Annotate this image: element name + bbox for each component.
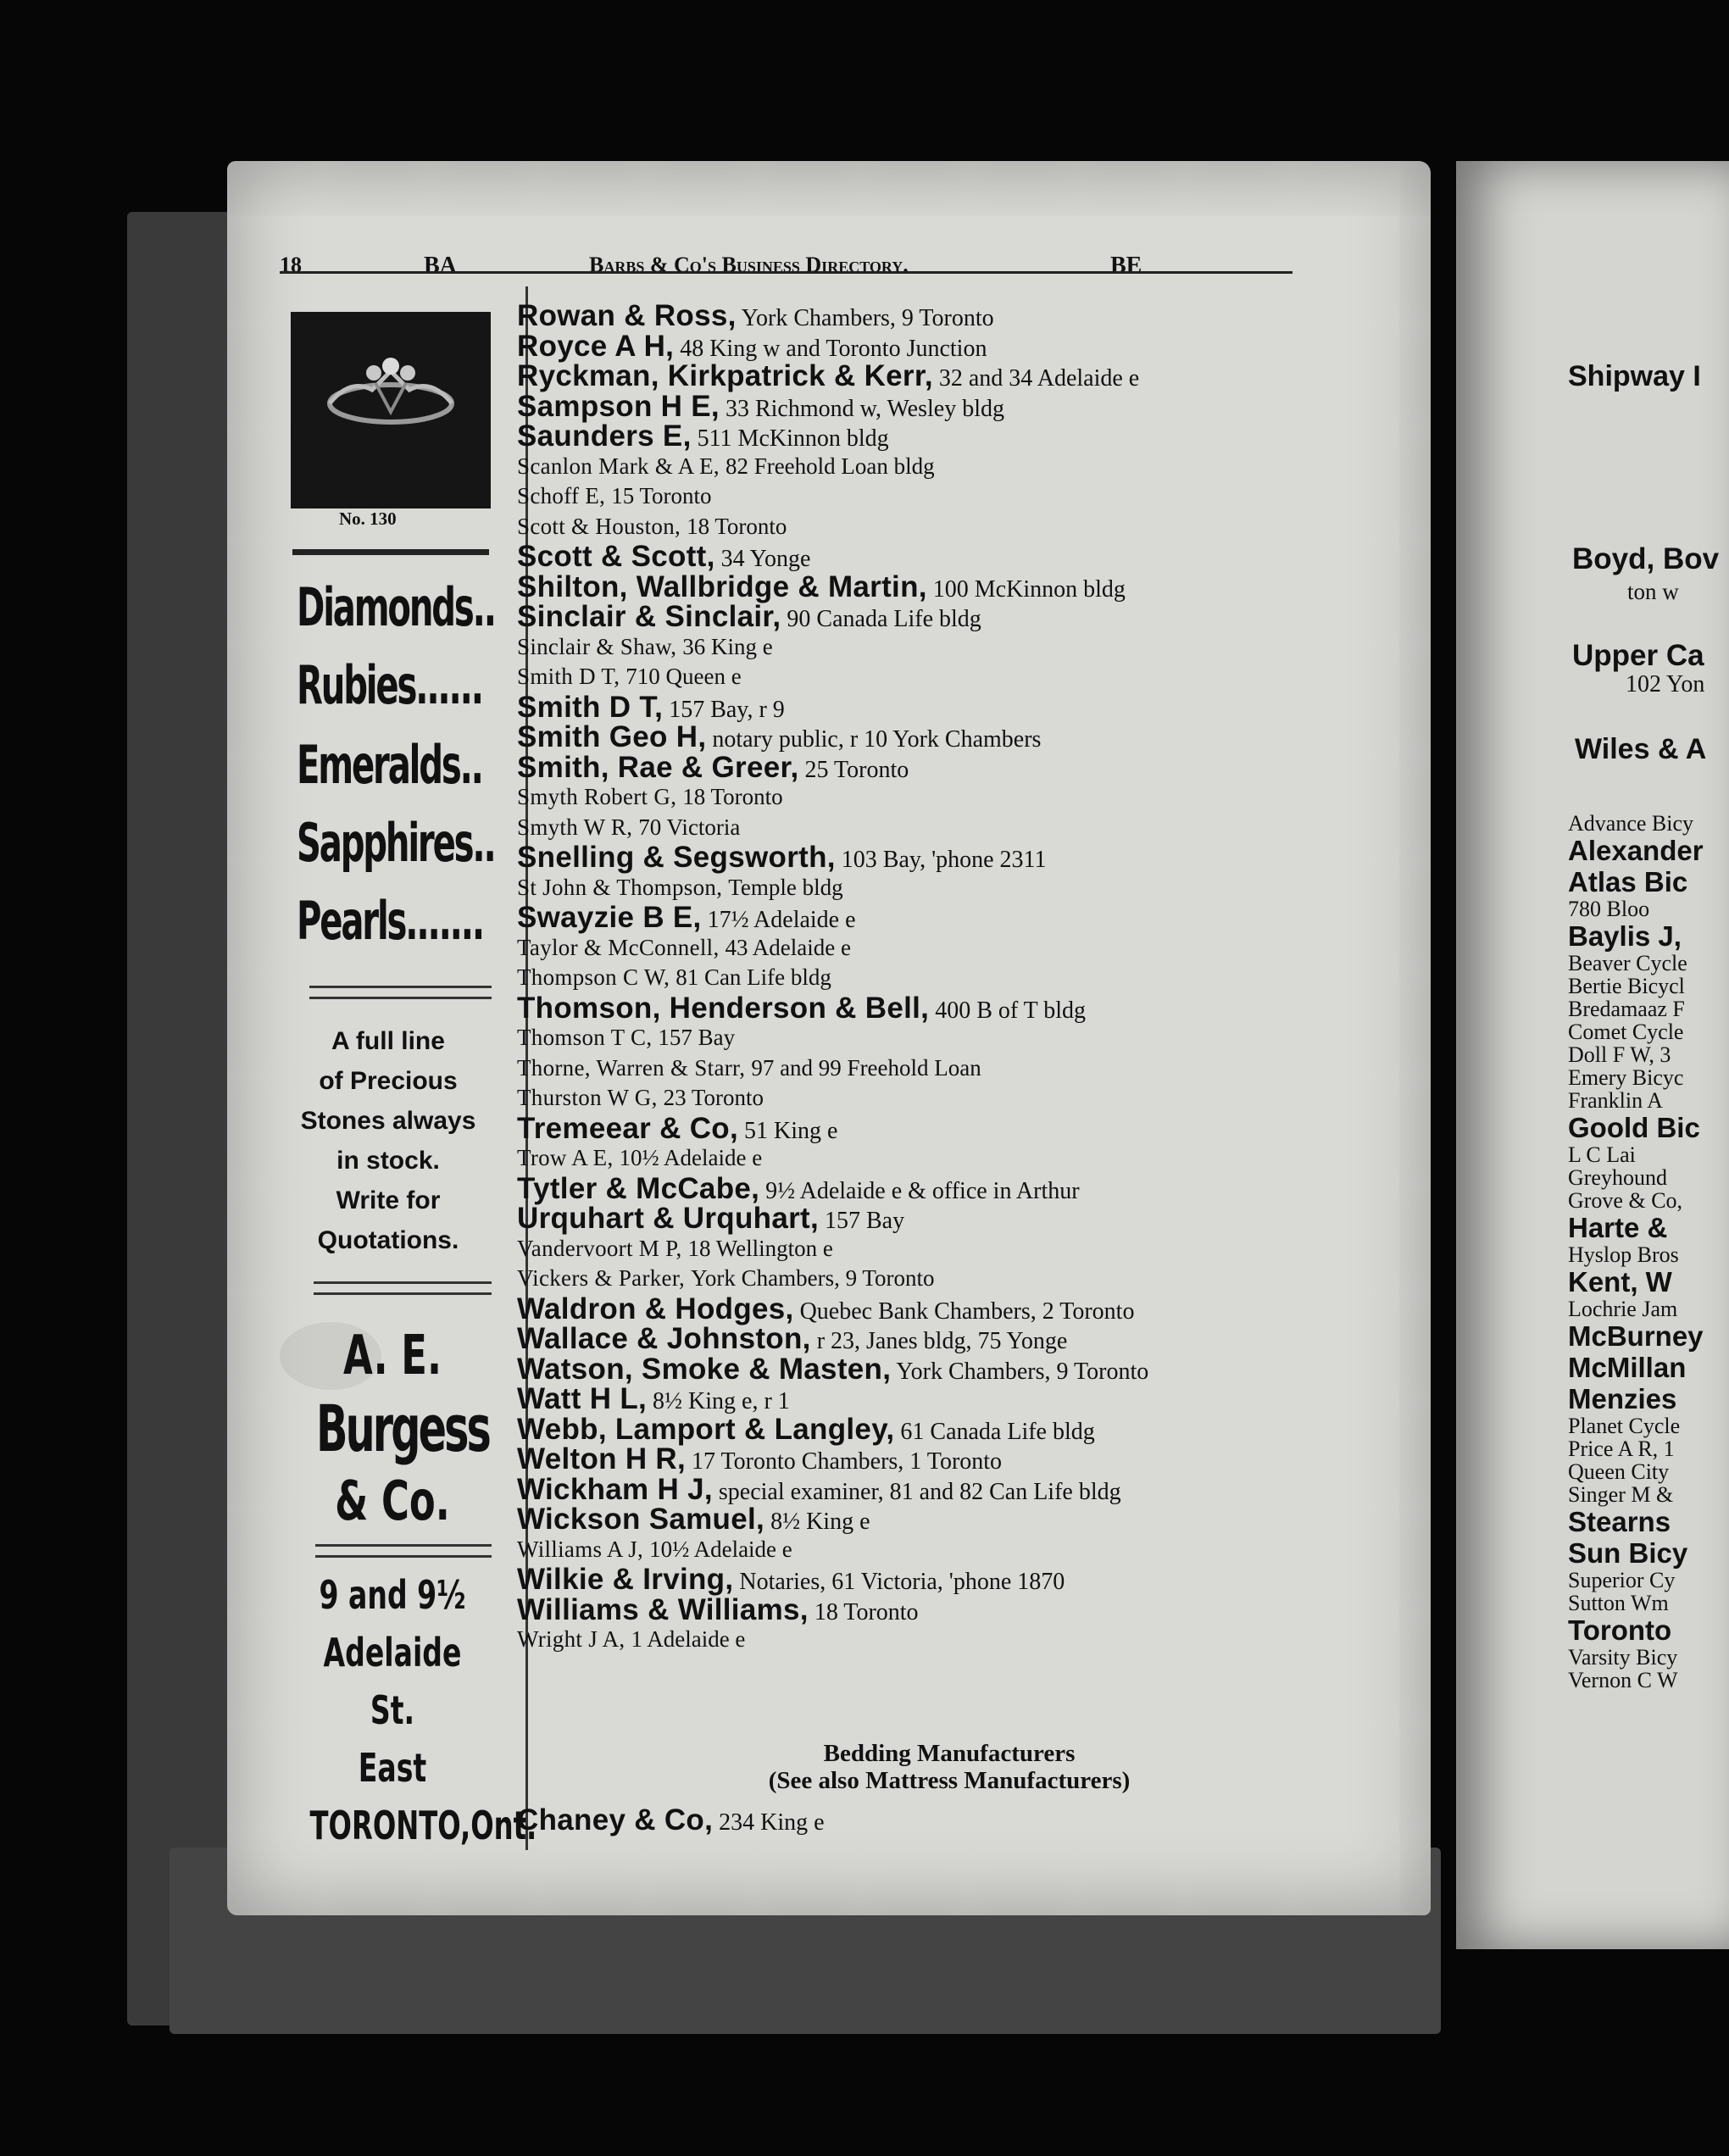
entry-address: 23 Toronto xyxy=(663,1085,764,1110)
entry-address: 9½ Adelaide e & office in Arthur xyxy=(765,1177,1080,1204)
entry-name: Saunders E, xyxy=(517,420,692,453)
facing-list-entry: Beaver Cycle xyxy=(1568,951,1687,975)
entry-address: 81 Can Life bldg xyxy=(675,964,831,990)
facing-list-entry: L C Lai xyxy=(1568,1142,1636,1167)
gem-line-1: Diamonds.. xyxy=(297,576,495,638)
address-line: East xyxy=(358,1745,427,1791)
directory-entry xyxy=(517,963,1382,993)
entry-name: Waldron & Hodges, xyxy=(517,1292,794,1325)
entry-name: Tremeear & Co, xyxy=(517,1111,738,1145)
directory-entry xyxy=(517,602,1382,632)
entry-address: 8½ King e xyxy=(770,1509,870,1535)
entry-address: 32 and 34 Adelaide e xyxy=(938,365,1140,392)
entry-address: 710 Queen e xyxy=(625,664,742,689)
directory-entries xyxy=(517,301,1382,1655)
address-line: Adelaide St. xyxy=(323,1630,462,1733)
entry-name: Schoff E, xyxy=(517,483,606,508)
gem-line-4: Sapphires.. xyxy=(297,812,495,874)
firm-address xyxy=(286,1566,537,1854)
entry-address: 157 Bay xyxy=(825,1208,905,1234)
entry-name: Williams & Williams, xyxy=(517,1592,809,1626)
directory-entry xyxy=(517,722,1382,753)
facing-list-entry: Greyhound xyxy=(1568,1165,1667,1190)
firm-line: Burgess xyxy=(316,1391,489,1466)
ad-rule-top xyxy=(292,549,489,555)
entry-address: York Chambers, 9 Toronto xyxy=(896,1358,1149,1385)
entry-address: 18 Toronto xyxy=(682,784,783,809)
entry-name: Swayzie B E, xyxy=(517,901,702,934)
directory-entry xyxy=(517,452,1382,482)
entry-name: Wallace & Johnston, xyxy=(517,1322,811,1355)
page-number: 18 xyxy=(280,253,302,277)
entry-address: Temple bldg xyxy=(728,874,843,900)
entry-address: 34 Yonge xyxy=(720,546,811,572)
firm-line: & Co. xyxy=(335,1470,450,1533)
entry-name: Smith Geo H, xyxy=(517,720,707,753)
entry-name: Welton H R, xyxy=(517,1442,687,1475)
facing-entry: ton w xyxy=(1627,579,1679,604)
entry-address: 511 McKinnon bldg xyxy=(697,425,889,452)
facing-list-entry: Menzies xyxy=(1568,1383,1677,1414)
entry-name: Williams A J, xyxy=(517,1536,644,1562)
entry-name: Thomson T C, xyxy=(517,1025,653,1050)
directory-entry xyxy=(517,361,1382,392)
directory-entry xyxy=(517,662,1382,692)
facing-list-entry: Vernon C W xyxy=(1568,1668,1678,1692)
entry-address: 43 Adelaide e xyxy=(725,934,851,960)
entry-name: Smith D T, xyxy=(517,664,620,689)
entry-address: 90 Canada Life bldg xyxy=(787,606,981,632)
entry-address: notary public, r 10 York Chambers xyxy=(712,726,1042,753)
entry-address: 17½ Adelaide e xyxy=(707,907,856,933)
entry-name: Royce A H, xyxy=(517,329,675,363)
facing-entry: Boyd, Bov xyxy=(1572,542,1720,575)
entry-address: 10½ Adelaide e xyxy=(619,1145,763,1170)
directory-entry xyxy=(517,1083,1382,1114)
promo-text xyxy=(286,1021,490,1260)
ad-double-rule-2 xyxy=(314,1281,492,1295)
entry-name: Thurston W G, xyxy=(517,1085,658,1110)
facing-list-entry: Goold Bic xyxy=(1568,1112,1700,1143)
facing-list-entry: McMillan xyxy=(1568,1352,1687,1383)
entry-name: Webb, Lamport & Langley, xyxy=(517,1412,895,1446)
facing-list-entry: Comet Cycle xyxy=(1568,1020,1684,1044)
directory-entry xyxy=(517,1053,1382,1084)
facing-entry: Upper Ca xyxy=(1572,639,1704,672)
entry-name: Watson, Smoke & Masten, xyxy=(517,1352,892,1386)
facing-list-entry: Sun Bicy xyxy=(1568,1537,1688,1569)
gem-line-2: Rubies...... xyxy=(297,654,482,716)
facing-list-entry: Superior Cy xyxy=(1568,1568,1676,1592)
facing-list-entry: Sutton Wm xyxy=(1568,1591,1669,1615)
directory-entry xyxy=(517,421,1382,452)
entry-address: 1 Adelaide e xyxy=(631,1626,746,1652)
facing-list-entry: Hyslop Bros xyxy=(1568,1242,1679,1267)
directory-entry xyxy=(517,1472,1382,1506)
directory-entry xyxy=(517,1234,1382,1264)
directory-entry xyxy=(517,1264,1382,1294)
directory-entry xyxy=(517,933,1382,964)
entry-name: Taylor & McConnell, xyxy=(517,934,720,960)
entry-name: Trow A E, xyxy=(517,1145,614,1170)
entry-address: special examiner, 81 and 82 Can Life bldg xyxy=(718,1478,1121,1505)
firm-name xyxy=(286,1322,498,1536)
header-rule xyxy=(280,271,1293,274)
facing-list-entry: Advance Bicy xyxy=(1568,812,1694,836)
facing-list-entry: Toronto xyxy=(1568,1614,1672,1646)
entry-name: Rowan & Ross, xyxy=(517,299,737,332)
entry-address: 36 King e xyxy=(682,633,773,659)
entry-name: St John & Thompson, xyxy=(517,874,723,900)
facing-entry: 102 Yon xyxy=(1626,671,1705,697)
entry-name: Smyth Robert G, xyxy=(517,784,677,809)
directory-entry xyxy=(517,782,1382,813)
facing-list-entry: Alexander xyxy=(1568,835,1704,866)
entry-address: 48 King w and Toronto Junction xyxy=(680,335,987,362)
directory-entry xyxy=(517,1504,1382,1535)
firm-line: A. E. xyxy=(342,1325,442,1387)
directory-entry xyxy=(517,1023,1382,1053)
directory-entry xyxy=(517,1414,1382,1445)
directory-entry xyxy=(517,813,1382,843)
entry-name: Sampson H E, xyxy=(517,389,720,423)
facing-list-entry: Franklin A xyxy=(1568,1088,1663,1113)
facing-list-entry: Lochrie Jam xyxy=(1568,1297,1678,1321)
facing-list-entry: Bredamaaz F xyxy=(1568,997,1685,1021)
entry-address: 97 and 99 Freehold Loan xyxy=(751,1054,981,1081)
entry-name: Smith D T, xyxy=(517,690,664,724)
directory-entry xyxy=(517,1805,1382,1836)
directory-entry xyxy=(517,1171,1382,1205)
promo-line: of Precious xyxy=(319,1067,458,1095)
facing-list-entry: Grove & Co, xyxy=(1568,1188,1683,1213)
entry-address: 100 McKinnon bldg xyxy=(932,575,1126,603)
facing-list-entry: Varsity Bicy xyxy=(1568,1645,1678,1670)
section-heading: Bedding Manufacturers xyxy=(823,1740,1076,1767)
entry-name: Wickson Samuel, xyxy=(517,1503,765,1536)
facing-list xyxy=(1568,812,1729,1692)
entry-address: 70 Victoria xyxy=(638,814,741,840)
directory-entry xyxy=(517,993,1382,1024)
directory-entry xyxy=(517,1111,1382,1145)
directory-entry xyxy=(517,842,1382,873)
entry-address: 33 Richmond w, Wesley bldg xyxy=(725,395,1004,422)
entry-name: Ryckman, Kirkpatrick & Kerr, xyxy=(517,359,933,392)
entry-address: York Chambers, 9 Toronto xyxy=(691,1265,935,1291)
directory-entry xyxy=(517,1143,1382,1174)
directory-entry xyxy=(517,331,1382,362)
address-line: 9 and 9½ xyxy=(319,1572,466,1618)
entry-name: Smith, Rae & Greer, xyxy=(517,750,799,784)
running-title: Barbs & Co's Business Directory. xyxy=(589,253,909,277)
directory-entry xyxy=(517,692,1382,723)
facing-list-entry: McBurney xyxy=(1568,1320,1704,1352)
entry-address: 400 B of T bldg xyxy=(935,997,1087,1024)
entry-name: Thompson C W, xyxy=(517,964,670,990)
entry-name: Thorne, Warren & Starr, xyxy=(517,1054,746,1081)
facing-list-entry: Kent, W xyxy=(1568,1266,1672,1297)
directory-entry xyxy=(517,572,1382,603)
facing-list-entry: Price A R, 1 xyxy=(1568,1436,1675,1461)
entry-address: 18 Wellington e xyxy=(687,1235,833,1261)
entry-address: York Chambers, 9 Toronto xyxy=(741,305,994,331)
illustration-caption: No. 130 xyxy=(339,508,397,529)
entry-address: 234 King e xyxy=(719,1809,825,1836)
entry-name: Shilton, Wallbridge & Martin, xyxy=(517,570,927,603)
gem-line-5: Pearls....... xyxy=(297,890,483,952)
directory-entry xyxy=(517,389,1382,423)
directory-entry xyxy=(517,873,1382,903)
facing-list-entry: Emery Bicyc xyxy=(1568,1065,1684,1090)
entry-address: 18 Toronto xyxy=(687,513,787,539)
facing-entry: Wiles & A xyxy=(1575,733,1707,765)
facing-list-entry: Atlas Bic xyxy=(1568,866,1688,897)
promo-line: Write for xyxy=(336,1186,441,1214)
jewelry-illustration xyxy=(291,312,491,508)
entry-name: Vickers & Parker, xyxy=(517,1265,686,1291)
entry-name: Sinclair & Sinclair, xyxy=(517,600,781,633)
directory-entry xyxy=(517,1324,1382,1354)
entry-name: Smyth W R, xyxy=(517,814,633,840)
ad-double-rule-3 xyxy=(315,1544,492,1558)
left-guide-word: BA xyxy=(424,253,457,279)
facing-list-entry: Planet Cycle xyxy=(1568,1414,1681,1438)
entry-name: Wilkie & Irving, xyxy=(517,1563,734,1596)
gem-line-3: Emeralds.. xyxy=(297,734,482,796)
section-entries xyxy=(517,1805,1382,1836)
directory-entry xyxy=(517,1294,1382,1325)
entry-name: Tytler & McCabe, xyxy=(517,1171,760,1205)
facing-list-entry: Doll F W, 3 xyxy=(1568,1042,1671,1067)
facing-list-entry: Stearns xyxy=(1568,1506,1671,1537)
directory-entry xyxy=(517,1444,1382,1475)
promo-line: A full line xyxy=(331,1027,445,1055)
entry-address: 17 Toronto Chambers, 1 Toronto xyxy=(692,1448,1003,1475)
entry-address: 103 Bay, 'phone 2311 xyxy=(841,847,1047,873)
jeweled-ring-icon xyxy=(291,312,491,508)
directory-entry xyxy=(517,632,1382,663)
directory-entry xyxy=(517,1203,1382,1234)
entry-name: Scanlon Mark & A E, xyxy=(517,453,720,479)
entry-name: Urquhart & Urquhart, xyxy=(517,1202,819,1235)
promo-line: Quotations. xyxy=(317,1226,459,1254)
facing-list-entry: Harte & xyxy=(1568,1212,1668,1243)
directory-entry xyxy=(517,542,1382,572)
entry-address: 10½ Adelaide e xyxy=(649,1536,792,1562)
facing-list-entry: Queen City xyxy=(1568,1459,1670,1484)
entry-address: 15 Toronto xyxy=(611,483,712,508)
entry-name: Sinclair & Shaw, xyxy=(517,633,677,659)
directory-entry xyxy=(517,1625,1382,1655)
entry-address: Quebec Bank Chambers, 2 Toronto xyxy=(799,1297,1135,1325)
entry-address: 25 Toronto xyxy=(804,756,909,783)
entry-name: Scott & Houston, xyxy=(517,513,681,539)
promo-line: in stock. xyxy=(336,1147,440,1175)
entry-address: 61 Canada Life bldg xyxy=(900,1418,1095,1445)
directory-entry xyxy=(517,1535,1382,1565)
directory-entry xyxy=(517,481,1382,512)
entry-address: 51 King e xyxy=(743,1117,838,1144)
entry-name: Wright J A, xyxy=(517,1626,625,1652)
entry-name: Vandervoort M P, xyxy=(517,1235,682,1261)
directory-entry xyxy=(517,903,1382,933)
entry-address: 18 Toronto xyxy=(814,1598,919,1625)
directory-entry xyxy=(517,512,1382,542)
facing-list-entry: Bertie Bicycl xyxy=(1568,974,1685,998)
directory-entry xyxy=(517,750,1382,784)
facing-entry: Shipway I xyxy=(1568,360,1701,392)
directory-entry xyxy=(517,1592,1382,1626)
entry-address: 157 Bay, r 9 xyxy=(669,696,785,723)
ad-double-rule-1 xyxy=(309,986,492,999)
facing-list-entry: Singer M & xyxy=(1568,1482,1674,1507)
entry-address: 82 Freehold Loan bldg xyxy=(725,453,935,479)
entry-name: Scott & Scott, xyxy=(517,540,715,573)
promo-line: Stones always xyxy=(300,1107,476,1135)
entry-address: Notaries, 61 Victoria, 'phone 1870 xyxy=(739,1569,1065,1595)
section-note: (See also Mattress Manufacturers) xyxy=(768,1767,1131,1794)
right-guide-word: BE xyxy=(1110,253,1142,279)
directory-entry xyxy=(517,301,1382,331)
directory-entry xyxy=(517,1354,1382,1385)
entry-name: Watt H L, xyxy=(517,1382,648,1415)
facing-list-entry: Baylis J, xyxy=(1568,920,1682,952)
facing-list-entry: 780 Bloo xyxy=(1568,897,1650,921)
address-line: TORONTO,Ont. xyxy=(309,1803,537,1848)
entry-name: Snelling & Segsworth, xyxy=(517,841,836,874)
entry-address: r 23, Janes bldg, 75 Yonge xyxy=(816,1328,1068,1354)
directory-entry xyxy=(517,1384,1382,1414)
entry-name: Thomson, Henderson & Bell, xyxy=(517,991,930,1025)
entry-name: Wickham H J, xyxy=(517,1472,713,1506)
underlying-page-edge xyxy=(127,212,237,2025)
entry-address: 157 Bay xyxy=(658,1025,736,1050)
entry-address: 8½ King e, r 1 xyxy=(653,1388,790,1414)
directory-entry xyxy=(517,1564,1382,1595)
entry-name: Chaney & Co, xyxy=(517,1803,714,1836)
